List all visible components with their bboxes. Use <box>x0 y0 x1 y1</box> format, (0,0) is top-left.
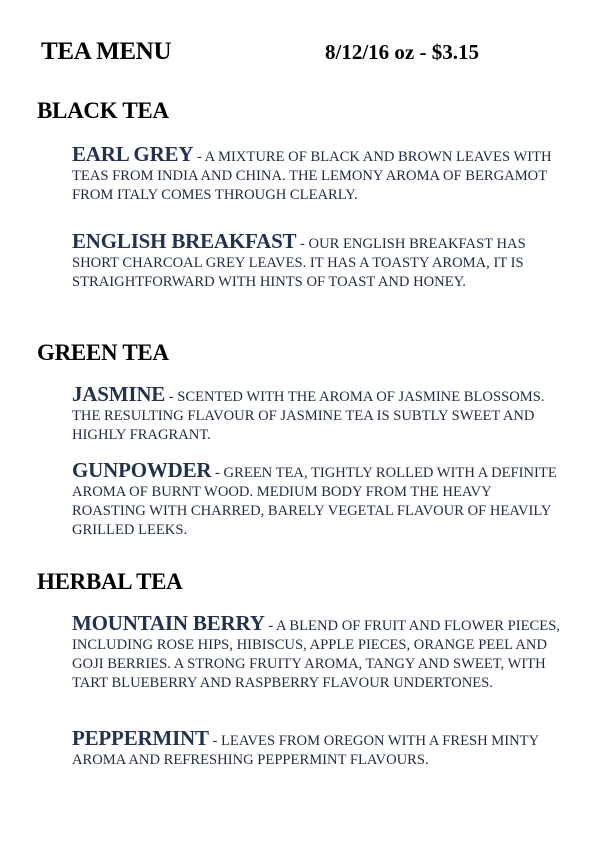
item-description: GREEN TEA, TIGHTLY ROLLED WITH A DEFINITE AROMA OF BURNT WOOD. MEDIUM BODY FROM THE HEAVY ROASTING WITH CHARRED, BARELY VEGETAL FLAVOUR OF HEAVILY GRILLED LEEKS. <box>72 465 557 538</box>
menu-item-english-breakfast <box>72 229 564 292</box>
section-title-herbal-tea: HERBAL TEA <box>37 569 183 594</box>
item-name: JASMINE <box>72 382 166 406</box>
section-title-green-tea: GREEN TEA <box>37 340 169 365</box>
menu-item-earl-grey <box>72 142 564 205</box>
section-title-black-tea: BLACK TEA <box>37 98 169 123</box>
item-description: OUR ENGLISH BREAKFAST HAS SHORT CHARCOAL GREY LEAVES. IT HAS A TOASTY AROMA, IT IS STRAIGHTFORWARD WITH HINTS OF TOAST AND HONEY. <box>72 236 526 290</box>
item-separator: - <box>211 465 224 481</box>
item-name: GUNPOWDER <box>72 458 212 482</box>
item-description: SCENTED WITH THE AROMA OF JASMINE BLOSSOMS. THE RESULTING FLAVOUR OF JASMINE TEA IS SUBTLY SWEET AND HIGHLY FRAGRANT. <box>72 389 545 443</box>
item-description: A BLEND OF FRUIT AND FLOWER PIECES, INCLUDING ROSE HIPS, HIBISCUS, APPLE PIECES, ORANGE PEEL AND GOJI BERRIES. A STRONG FRUITY AROMA, TANGY AND SWEET, WITH TART BLUEBERRY AND RASPBERRY FLAVOUR UNDERTONES. <box>72 618 560 691</box>
item-separator: - <box>193 149 205 165</box>
item-separator: - <box>208 733 221 749</box>
item-separator: - <box>264 618 277 634</box>
item-name: ENGLISH BREAKFAST <box>72 229 297 253</box>
item-name: PEPPERMINT <box>72 726 209 750</box>
menu-title: TEA MENU <box>41 38 172 65</box>
menu-item-jasmine <box>72 382 564 445</box>
menu-price: 8/12/16 oz - $3.15 <box>325 40 479 64</box>
item-description: A MIXTURE OF BLACK AND BROWN LEAVES WITH TEAS FROM INDIA AND CHINA. THE LEMONY AROMA OF BERGAMOT FROM ITALY COMES THROUGH CLEARLY. <box>72 149 552 203</box>
item-separator: - <box>165 389 178 405</box>
menu-header <box>41 38 561 68</box>
menu-item-mountain-berry <box>72 611 564 693</box>
menu-item-peppermint <box>72 726 564 770</box>
menu-item-gunpowder <box>72 458 564 540</box>
item-name: EARL GREY <box>72 142 194 166</box>
item-name: MOUNTAIN BERRY <box>72 611 265 635</box>
item-separator: - <box>296 236 309 252</box>
item-description: LEAVES FROM OREGON WITH A FRESH MINTY AROMA AND REFRESHING PEPPERMINT FLAVOURS. <box>72 733 539 768</box>
